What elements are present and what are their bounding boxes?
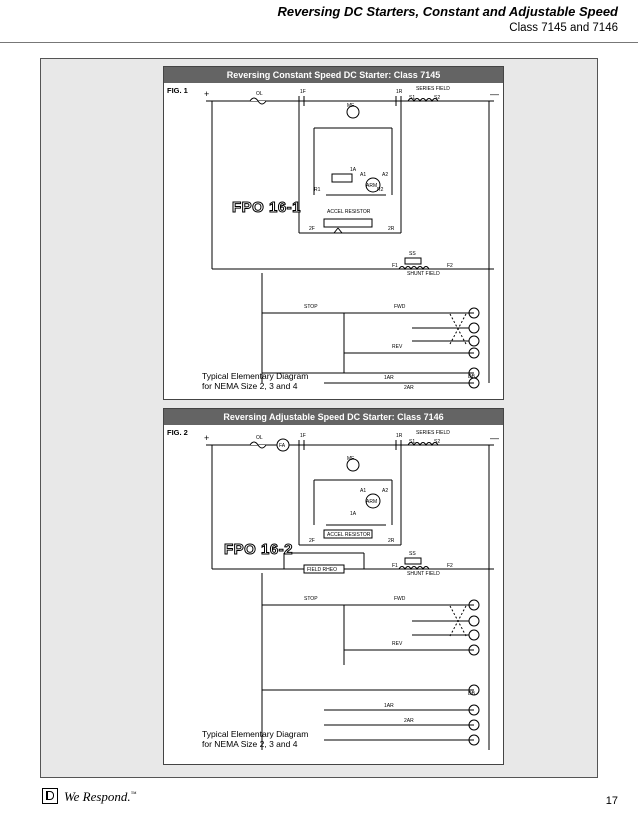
fig1-arm: ARM: [366, 183, 378, 189]
fig2-1ar: 1AR: [384, 703, 394, 709]
slogan-tm: ™: [130, 791, 137, 798]
fig1-2f: 2F: [309, 226, 315, 232]
figure-2-diagram: [164, 425, 504, 765]
header-rule: [0, 42, 638, 43]
fig1-r1: R1: [314, 187, 321, 193]
figure-2-title: Reversing Adjustable Speed DC Starter: Class 7146: [164, 409, 503, 425]
figure-1-caption-line1: Typical Elementary Diagram: [202, 371, 309, 381]
fig1-ss: SS: [409, 251, 416, 257]
figure-2-caption-line1: Typical Elementary Diagram: [202, 729, 309, 739]
fig1-r2: R2: [377, 187, 384, 193]
fig1-2r: 2R: [388, 226, 395, 232]
figure-2-caption: [202, 729, 308, 749]
fig1-1a: 1A: [350, 167, 357, 173]
figure-2-fpo: FPO 16-2: [224, 541, 294, 558]
fig2-2f: 2F: [309, 538, 315, 544]
fig1-f2: F2: [447, 263, 453, 269]
fig2-s1: S1: [409, 439, 416, 445]
fig2-f1: F1: [392, 563, 398, 569]
fig2-stop: STOP: [304, 596, 318, 602]
document-title: Reversing DC Starters, Constant and Adjustable Speed: [277, 4, 618, 19]
figure-1-caption: [202, 371, 308, 391]
fig2-mf: MF: [347, 456, 355, 462]
fig1-2ar: 2AR: [404, 385, 414, 391]
fig2-shunt-field: SHUNT FIELD: [407, 571, 440, 577]
fig2-fwd: FWD: [394, 596, 406, 602]
fig2-a2: A2: [382, 488, 389, 494]
document-subtitle: Class 7145 and 7146: [509, 22, 618, 34]
fig2-1r: 1R: [396, 433, 403, 439]
figure-1: [163, 66, 504, 400]
fig2-f2: F2: [447, 563, 453, 569]
figure-1-caption-line2: for NEMA Size 2, 3 and 4: [202, 381, 298, 391]
fig1-a2: A2: [382, 172, 389, 178]
slogan-text: We Respond.: [64, 789, 131, 804]
page-number: 17: [605, 795, 618, 807]
square-d-logo: [42, 788, 58, 804]
fig1-minus: —: [490, 89, 499, 99]
fig2-db: DB: [468, 691, 475, 697]
figure-2-caption-line2: for NEMA Size 2, 3 and 4: [202, 739, 298, 749]
fig2-2ar: 2AR: [404, 718, 414, 724]
fig2-ol: OL: [256, 435, 263, 441]
fig2-2r: 2R: [388, 538, 395, 544]
figure-1-title: Reversing Constant Speed DC Starter: Class 7145: [164, 67, 503, 83]
fig2-fa: FA: [279, 443, 286, 449]
fig2-1a: 1A: [350, 511, 357, 517]
figure-1-label: FIG. 1: [167, 86, 188, 95]
fig1-s2: S2: [434, 95, 441, 101]
fig2-accel-resistor: ACCEL RESISTOR: [327, 532, 371, 538]
fig1-mf: MF: [347, 103, 355, 109]
fig1-plus: +: [204, 89, 210, 99]
figure-2-label: FIG. 2: [167, 428, 188, 437]
fig1-ol: OL: [256, 91, 263, 97]
fig1-shunt-field: SHUNT FIELD: [407, 271, 440, 277]
fig2-plus: +: [204, 433, 210, 443]
fig2-ss: SS: [409, 551, 416, 557]
fig2-minus: —: [490, 433, 499, 443]
fig2-arm: ARM: [366, 499, 378, 505]
fig2-a1: A1: [360, 488, 367, 494]
fig2-s2: S2: [434, 439, 441, 445]
fig1-1r: 1R: [396, 89, 403, 95]
fig1-fwd: FWD: [394, 304, 406, 310]
figure-1-fpo: FPO 16-1: [232, 199, 302, 216]
fig1-stop: STOP: [304, 304, 318, 310]
fig2-series-field: SERIES FIELD: [416, 430, 450, 436]
fig1-db: DB: [468, 374, 475, 380]
fig1-series-field: SERIES FIELD: [416, 86, 450, 92]
fig1-f1: F1: [392, 263, 398, 269]
fig1-s1: S1: [409, 95, 416, 101]
figure-2: [163, 408, 504, 765]
fig1-1ar: 1AR: [384, 375, 394, 381]
fig2-field-rheo: FIELD RHEO: [307, 567, 338, 573]
fig1-accel-resistor: ACCEL RESISTOR: [327, 209, 371, 215]
fig1-rev: REV: [392, 344, 403, 350]
figure-1-diagram: [164, 83, 504, 400]
fig2-rev: REV: [392, 641, 403, 647]
fig2-1f: 1F: [300, 433, 306, 439]
fig1-a1: A1: [360, 172, 367, 178]
fig1-1f: 1F: [300, 89, 306, 95]
slogan: [64, 789, 137, 805]
